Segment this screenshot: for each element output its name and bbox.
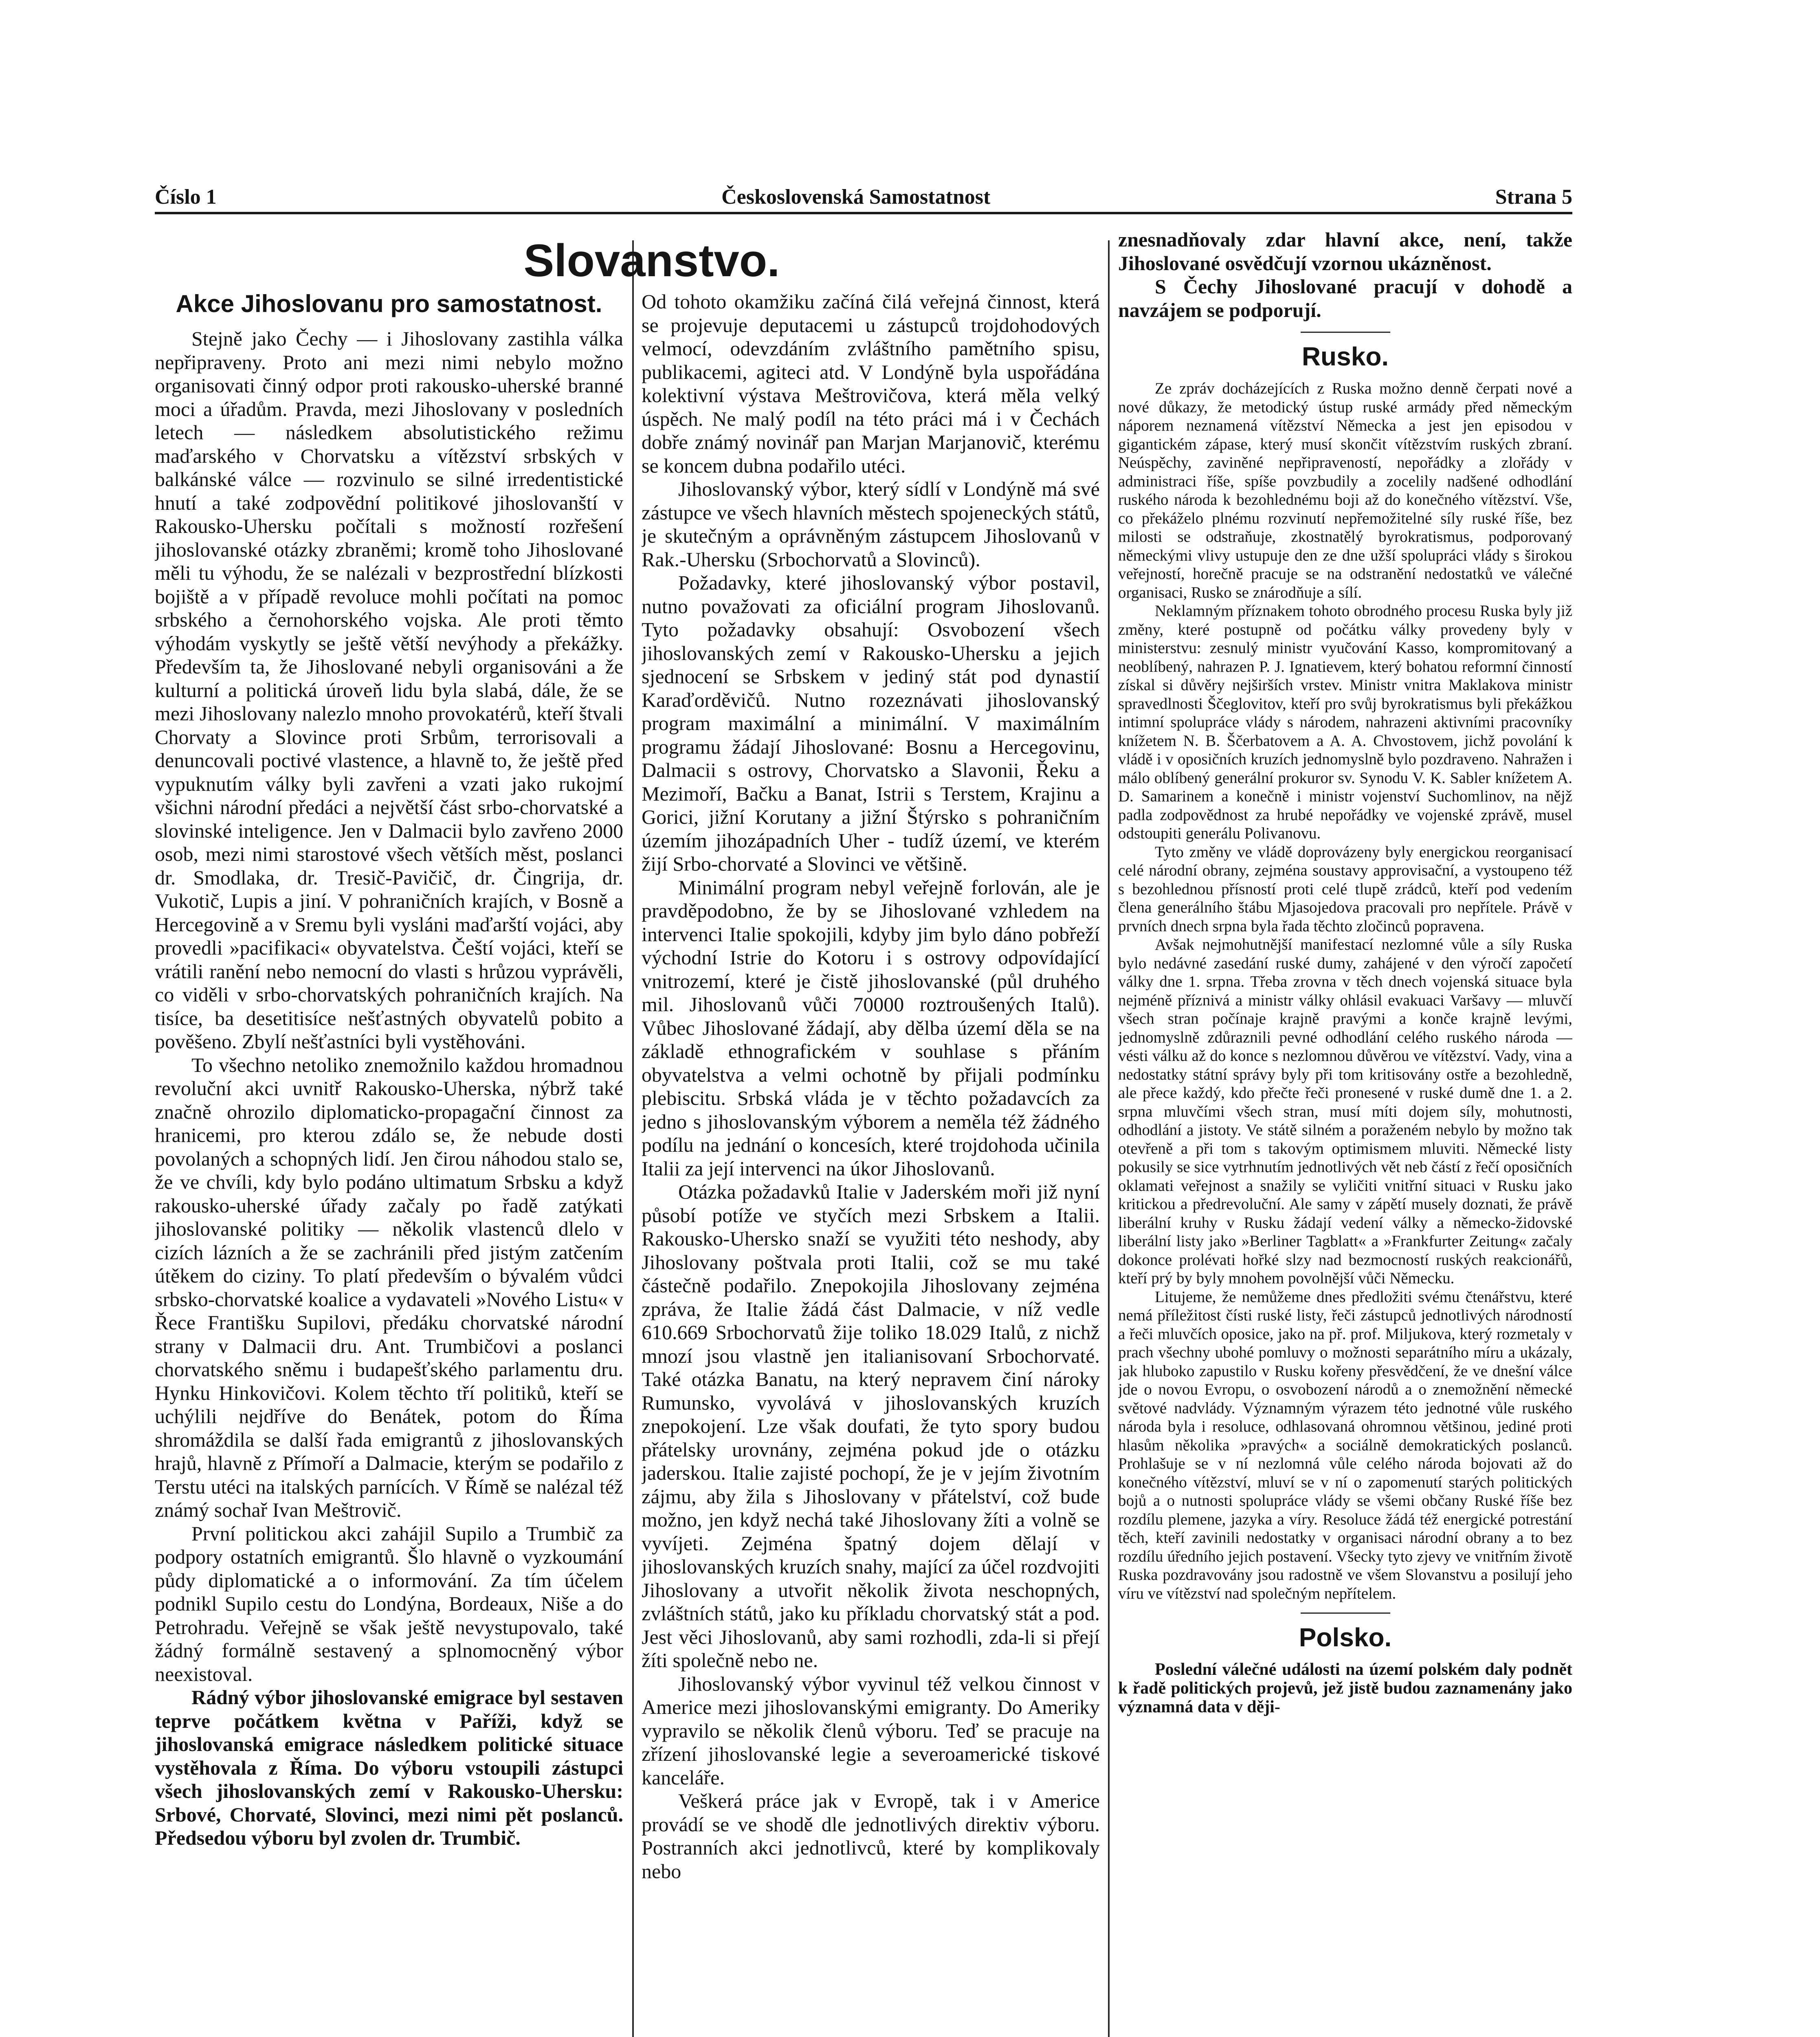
section-title-rusko: Rusko. xyxy=(1301,342,1389,371)
column-3 xyxy=(1118,228,1572,2037)
paragraph: S Čechy Jihoslované pracují v dohodě a navzájem se podporují. xyxy=(1118,275,1572,321)
paragraph: První politickou akci zahájil Supilo a Trumbič za podpory ostatních emigrantů. Šlo hlavně o vyzkoumání půdy diplomatické a o informování. Za tím účelem podnikl Supilo cestu do Londýna, Bordeaux, Niše a do Petrohradu. Veřejně se však ještě nevystupovalo, také žádný formálně sestavený a splnomocněný výbor neexistoval. xyxy=(155,1522,623,1685)
column-2 xyxy=(642,290,1100,2037)
paragraph: Otázka požadavků Italie v Jaderském moři již nyní působí potíže ve styčích mezi Srbskem a Italii. Rakousko-Uhersko snaží se využiti této neshody, aby Jihoslovany poštvala proti Italii, což se mu také částečně podařilo. Znepokojila Jihoslovany zejména zpráva, že Italie žádá část Dalmacie, v níž vedle 610.669 Srbochorvatů žije toliko 18.029 Italů, z nichž mnozí jsou vlastně jen italianisovaní Srbochorvaté. Také otázka Banatu, na který nepravem činí nároky Rumunsko, vyvolává v jihoslovanských kruzích znepokojení. Lze však doufati, že tyto spory budou přátelsky urovnány, zejména pokud jde o otázku jaderskou. Italie zajisté pochopí, že je v jejím životním zájmu, aby žila s Jihoslovany v přátelství, což bude možno, jen když nechá také Jihoslovany žíti a volně se vyvíjeti. Zejména špatný dojem dělají v jihoslovanských kruzích snahy, mající za účel rozdvojiti Jihoslovany a utvořit několik života neschopných, zvláštních států, jako ku příkladu chorvatský stát a pod. Jest věci Jihoslovanů, aby sami rozhodli, zda-li si přejí žíti společně nebo ne. xyxy=(642,1180,1100,1672)
column-1 xyxy=(155,228,623,2037)
section-title-akce: Akce Jihoslovanu pro samostatnost. xyxy=(176,290,602,317)
header-rule xyxy=(155,212,1572,214)
paragraph: Jihoslovanský výbor vyvinul též velkou činnost v Americe mezi jihoslovanskými emigranty. Do Ameriky vypravilo se několik členů výboru. Teď se pracuje na zřízení jihoslovanské legie a severoamerické tiskové kanceláře. xyxy=(642,1672,1100,1789)
section-rule xyxy=(1301,332,1390,333)
paragraph: Stejně jako Čechy — i Jihoslovany zastihla válka nepřipraveny. Proto ani mezi nimi nebylo možno organisovati činný odpor proti rakousko-uherské branné moci a úřadům. Pravda, mezi Jihoslovany v posledních letech — následkem absolutistického režimu maďarského v Chorvatsku a vítězství srbských v balkánské válce — rozvinulo se silné irredentistické hnutí a také zodpovědní politikové jihoslovanští v Rakousko-Uhersku počítali s možností rozřešení jihoslovanské otázky zbraněmi; kromě toho Jihoslované měli tu výhodu, že se nalézali v bezprostřední blízkosti bojiště a v případě revoluce mohli počítati na pomoc srbského a černohorského vojska. Ale proti těmto výhodám vyskytly se ještě větší nevýhody a překážky. Především ta, že Jihoslované nebyli organisováni a že kulturní a politická úroveň lidu byla slabá, dále, že se mezi Jihoslovany nalezlo mnoho provokatérů, kteří štvali Chorvaty a Slovince proti Srbům, terrorisovali a denuncovali poctivé vlastence, a hlavně to, že ještě před vypuknutím války byli zavřeni a vzati jako rukojmí všichni národní předáci a největší část srbo-chorvatské a slovinské inteligence. Jen v Dalmacii bylo zavřeno 2000 osob, mezi nimi starostové všech větších měst, poslanci dr. Smodlaka, dr. Tresič-Pavičič, dr. Čingrija, dr. Vukotič, Lupis a jiní. V pohraničních krajích, v Bosně a Hercegovině a v Sremu byli vysláni maďarští vojáci, aby provedli »pacifikaci« obyvatelstva. Čeští vojáci, kteří se vrátili ranění nebo nemocní do vlasti s hrůzou vyprávěli, co viděli v srbo-chorvatských pohraničních krajích. Na tisíce, ba desetitisíce nešťastných obyvatelů pobito a pověšeno. Zbylí nešťastníci byli vystěhováni. xyxy=(155,327,623,1053)
paragraph: Rádný výbor jihoslovanské emigrace byl sestaven teprve počátkem května v Paříži, když se jihoslovanská emigrace následkem politické situace vystěhovala z Říma. Do výboru vstoupili zástupci všech jihoslovanských zemí v Rakousko-Uhersku: Srbové, Chorvaté, Slovinci, mezi nimi pět poslanců. Předsedou výboru byl zvolen dr. Trumbič. xyxy=(155,1686,623,1849)
paragraph: Od tohoto okamžiku začíná čilá veřejná činnost, která se projevuje deputacemi u zástupců trojdohodových velmocí, odevzdáním zvláštního pamětního spisu, publikacemi, agiteci atd. V Londýně byla uspořádána kolektivní výstava Meštrovičova, která měla velký úspěch. Ne malý podíl na této práci má i v Čechách dobře známý novinář pan Marjan Marjanovič, kterému se koncem dubna podařilo utéci. xyxy=(642,290,1100,477)
paragraph: Litujeme, že nemůžeme dnes předložiti svému čtenářstvu, které nemá příležitost čísti ruské listy, řeči zástupců jednotlivých národností a řeči mluvčích oposice, jako na př. prof. Miljukova, který rozmetaly v prach všechny ubohé pomluvy o možnosti separátního míru a ukázaly, jak hluboko zapustilo v Rusku kořeny přesvědčení, že ve dnešní válce jde o novou Evropu, o osvobození národů a o znemožnění německé světové nadvlády. Významným výrazem této jednotné vůle ruského národa byla i resoluce, odhlasovaná ohromnou většinou, jediné proti hlasům několika »pravých« a sociálně demokratických poslanců. Prohlašuje se v ní nezlomná vůle celého národa bojovati až do konečného vítězství, mluví se v ní o zapomenutí starých politických bojů a o nutnosti spolupráce vlády se všemi občany Ruské říše bez rozdílu plemene, jazyka a víry. Resoluce žádá též energické potrestání těch, kteří zavinili nedostatky v organisaci národní obrany a to bez rozdílu úředního jejich postavení. Všecky tyto zjevy ve vnitřním životě Ruska pozdravovány jsou radostně ve všem Slovanstvu a posilují jeho víru ve vítězství nad společným nepřítelem. xyxy=(1118,1288,1572,1602)
col1-paragraphs xyxy=(155,327,623,1850)
paragraph: Poslední válečné události na území polském daly podnět k řadě politických projevů, jež jistě budou zaznamenány jako významná data v ději- xyxy=(1118,1660,1572,1716)
section-rule xyxy=(1301,1612,1390,1614)
issue-number: Číslo 1 xyxy=(155,185,217,209)
paragraph: znesnadňovaly zdar hlavní akce, není, takže Jihoslované osvědčují vzornou ukázněnost. xyxy=(1118,228,1572,275)
section-title-polsko: Polsko. xyxy=(1299,1623,1392,1652)
paragraph: Tyto změny ve vládě doprovázeny byly energickou reorganisací celé národní obrany, zejména soustavy approvisační, a vystoupeno též s bezohlednou přísností proti celé tlupě zrádců, kteří pod vedením člena generálního štábu Mjasojedova pracovali pro nepřítele. Právě v prvních dnech srpna byla řada těchto zločinců popravena. xyxy=(1118,843,1572,935)
column-divider-1 xyxy=(632,240,634,2037)
paragraph: Ze zpráv docházejících z Ruska možno denně čerpati nové a nové důkazy, že metodický ústup ruské armády před německým náporem neznamená vítězství Německa a jest jen episodou v gigantickém zápase, který musí skončit vítězstvím ruských zbraní. Neúspěchy, zaviněné nepřipraveností, nepořádky a zlořády v administraci říše, spíše povzbudily a zocelily nadšené odhodlání ruského národa k bezohlednému boji až do konečného vítězství. Vše, co překáželo plnému rozvinutí nepřemožitelné síly ruské říše, bez milosti se odstraňuje, zkostnatělý byrokratismus, podporovaný německými vlivy ustupuje den ze dne užší spolupráci vlády s širokou veřejností, horečně pracuje se na odstranění nedostatků ve válečné organisaci, Rusko se znárodňuje a sílí. xyxy=(1118,380,1572,601)
column-divider-2 xyxy=(1108,240,1110,2037)
paragraph: Požadavky, které jihoslovanský výbor postavil, nutno považovati za oficiální program Jihoslovanů. Tyto požadavky obsahují: Osvobození všech jihoslovanských zemí v Rakousko-Uhersku a jejich sjednocení se Srbskem v jediný stát pod dynastií Karaďorděvičů. Nutno rozeznávati jihoslovanský program maximální a minimální. V maximálním programu žádají Jihoslované: Bosnu a Hercegovinu, Dalmacii s ostrovy, Chorvatsko a Slavonii, Řeku a Mezimoří, Bačku a Banat, Istrii s Terstem, Krajinu a Gorici, jižní Korutany a jižní Štýrsko s pohraničním územím jihozápadních Uher - tudíž území, ve kterém žijí Srbo-chorvaté a Slovinci ve většině. xyxy=(642,571,1100,875)
paragraph: To všechno netoliko znemožnilo každou hromadnou revoluční akci uvnitř Rakousko-Uherska, nýbrž také značně ohrozilo diplomaticko-propagační činnost za hranicemi, pro kterou zdálo se, že nebude dosti povolaných a schopných lidí. Jen čirou náhodou stalo se, že ve chvíli, kdy bylo podáno ultimatum Srbsku a když rakousko-uherské úřady začaly po řadě zatýkati jihoslovanské politiky — několik vlastenců dlelo v cizích lázních a že se zachránili před jistým zatčením útěkem do ciziny. To platí především o bývalém vůdci srbsko-chorvatské koalice a vydavateli »Nového Listu« v Řece Františku Supilovi, předáku chorvatské národní strany v Dalmacii dru. Ant. Trumbičovi a poslanci chorvatského sněmu i budapešťského parlamentu dru. Hynku Hinkovičovi. Kolem těchto tří politiků, kteří se uchýlili nejdříve do Benátek, potom do Říma shromáždila se další řada emigrantů z jihoslovanských hrajů, hlavně z Přímoří a Dalmacie, kterým se podařilo z Terstu utéci na italských parnících. V Římě se nalézal též známý sochař Ivan Meštrovič. xyxy=(155,1053,623,1521)
paragraph: Veškerá práce jak v Evropě, tak i v Americe provádí se ve shodě dle jednotlivých direktiv výboru. Postranních akci jednotlivců, které by komplikovaly nebo xyxy=(642,1789,1100,1883)
paragraph: Jihoslovanský výbor, který sídlí v Londýně má své zástupce ve všech hlavních městech spojeneckých států, je skutečným a oprávněným zástupcem Jihoslovanů v Rak.-Uhersku (Srbochorvatů a Slovinců). xyxy=(642,477,1100,571)
page-number: Strana 5 xyxy=(1495,185,1572,209)
publication-title: Československá Samostatnost xyxy=(721,185,991,209)
main-title: Slovanstvo. xyxy=(523,235,780,286)
paragraph: Neklamným příznakem tohoto obrodného procesu Ruska byly již změny, které postupně od počátku války provedeny byly v ministerstvu: zesnulý ministr vyučování Kasso, kompromitovaný a neoblíbený, nahrazen P. J. Ignatievem, který bohatou reformní činností získal si důvěry nejširších vrstev. Ministr vnitra Maklakova ministr spravedlnosti Ščeglovitov, kteří pro svůj byrokratismus byli překážkou intimní spolupráce vlády s národem, nahrazeni aktivními pracovníky knížetem N. B. Ščerbatovem a A. A. Chvostovem, jichž povolání k vládě i v oposičních kruzích jednomyslně bylo pozdraveno. Nahražen i málo oblíbený generální prokuror sv. Synodu V. K. Sabler knížetem A. D. Samarinem a konečně i ministr vojenství Suchomlinov, na nějž padla zodpovědnost za hrubé nepořádky ve vojenské zprávě, musel odstoupiti generálu Polivanovu. xyxy=(1118,602,1572,842)
paragraph: Minimální program nebyl veřejně forlován, ale je pravděpodobno, že by se Jihoslované vzhledem na intervenci Italie spokojili, kdyby jim bylo dáno pobřeží východní Istrie do Kotoru i s ostrovy odpovídající vnitrozemí, které je čistě jihoslovanské (půl druhého mil. Jihoslovanů vůči 70000 roztroušených Italů). Vůbec Jihoslované žádají, aby dělba území děla se na základě ethnografickém v souhlase s přáním obyvatelstva a velmi ochotně by přijali podmínku plebiscitu. Srbská vláda je v těchto požadavcích za jedno s jihoslovanským výborem a neměla též žádného podílu na jednání o koncesích, které trojdohoda učinila Italii za její intervenci na úkor Jihoslovanů. xyxy=(642,876,1100,1180)
paragraph: Avšak nejmohutnější manifestací nezlomné vůle a síly Ruska bylo nedávné zasedání ruské dumy, zahájené v den výročí započetí války dne 1. srpna. Třeba zrovna v těch dnech vojenská situace byla nejméně příznivá a ministr války ohlásil evakuaci Varšavy — mluvčí všech stran počínaje krajně pravými a konče krajně levými, jednomyslně zdůraznili pevné odhodlání celého ruského národa — vésti válku až do konce s nezlomnou důvěrou ve vítězství. Vady, vina a nedostatky státní správy byly při tom kritisovány ostře a bezohledně, ale přece každý, kdo přečte řeči pronesené v ruské dumě dne 1. a 2. srpna mluvčími všech stran, musí míti dojem síly, mohutnosti, odhodlání a jistoty. Ve státě silném a poraženém nebylo by možno tak otevřeně a při tom s takovým optimismem mluviti. Německé listy pokusily se sice vytrhnutím jednotlivých vět neb částí z řečí oposičních oklamati veřejnost a snažily se vyličiti vnitřní situaci v Rusku jako kritickou a předrevoluční. Ale samy v zápětí musely doznati, že právě liberální kruhy v Rusku žádají vedení války a německo-židovské liberální listy jako »Berliner Tagblatt« a »Frankfurter Zeitung« začaly dokonce prolévati hořké slzy nad bezmocností ruských reakcionářů, kteří prý by byly mnohem povolnější vůči Německu. xyxy=(1118,936,1572,1287)
page-header xyxy=(155,183,1572,211)
